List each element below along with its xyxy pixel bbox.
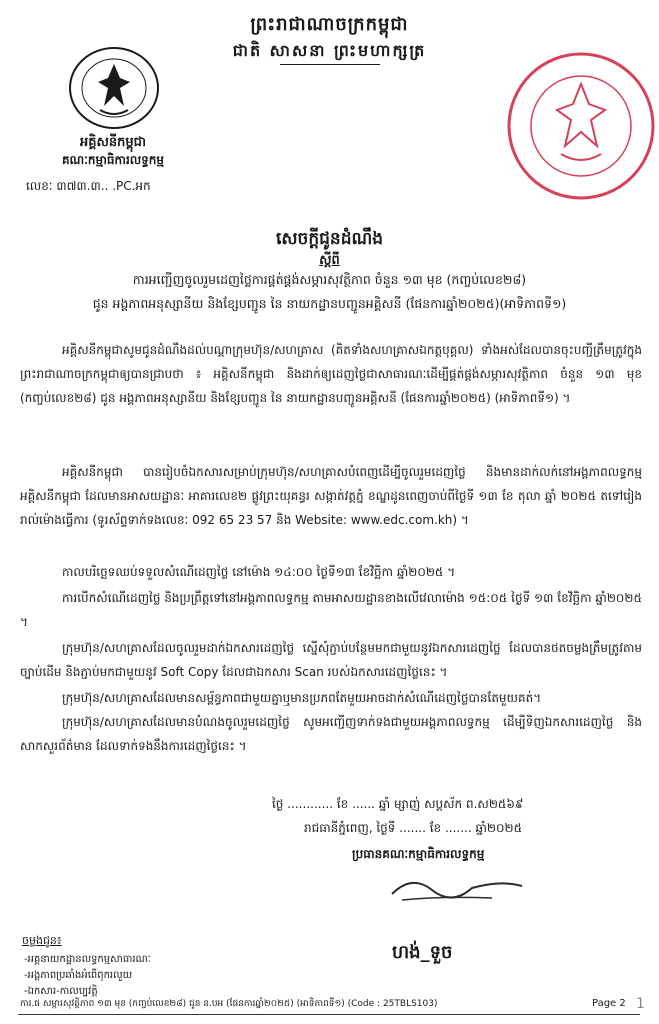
paragraph-contact: ក្រុមហ៊ុន/សហគ្រាសដែលមានបំណងចូលរួមដេញថ្លៃ សូមអញ្ជើញទាក់ទងជាមួយអង្គភាពលទ្ធកម្ម ដើម្បីទិញឯកសារដេញថ្លៃ និងសាកសួរព័ត៌មាន ដែលទាក់ទងនឹងការដេញថ្លៃនេះ ។	[20, 715, 642, 753]
committee-name: គណៈកម្មាធិការលទ្ធកម្ម	[61, 153, 165, 167]
paragraph-documents: អគ្គិសនីកម្ពុជា បានរៀបចំឯកសារសម្រាប់ក្រុមហ៊ុន/សហគ្រាសបំពេញដើម្បីចូលរួមដេញថ្លៃ និងមានដាក់លក់នៅអង្គភាពលទ្ធកម្មអគ្គិសនីកម្ពុជា ដែលមានអាសយដ្ឋានៈ អាគារលេខ២ ផ្លូវព្រះយុគន្ធរ សង្កាត់វត្តភ្នំ ខណ្ឌដូនពេញចាប់ពីថ្ងៃទី ១៣ ខែ តុលា ឆ្នាំ ២០២៥ តទៅរៀងរាល់ម៉ោងធ្វើការ (ទូរស័ព្ទទាក់ទងលេខៈ 092 65 23 57 និង Website: www.edc.com.kh) ។	[20, 465, 642, 527]
corner-marker: 1	[636, 996, 645, 1012]
place-date: រាជធានីភ្នំពេញ, ថ្ងៃទី ....... ខែ ....... ឆ្នាំ២០២៥	[304, 821, 523, 835]
subject-line-1: ការអញ្ជើញចូលរួមដេញថ្លៃការផ្គត់ផ្គង់សម្ភារសុវត្ថិភាព ចំនួន ១៣ មុខ (កញ្ចប់លេខ២៨)	[132, 272, 527, 287]
footer-code: ការ.ផ សម្ភារសុវត្ថិភាព ១៣ មុខ (កញ្ចប់លេខ២៨) ជូន ន.បអ (ផែនការឆ្នាំ២០២៥) (អាទិភាពទី១) (Code : 25TBLS103)	[20, 999, 438, 1009]
paragraph-opening: ការបើកសំណើដេញថ្លៃ និងប្រព្រឹត្តទៅនៅអង្គភាពលទ្ធកម្ម តាមអាសយដ្ឋានខាងលើវេលាម៉ោង ១៥:០៥ ថ្ងៃទី ១៣ ខែវិច្ឆិកា ឆ្នាំ២០២៥ ។	[20, 591, 642, 629]
header-divider	[280, 64, 380, 65]
lunar-date: ថ្ងៃ ............ ខែ ...... ឆ្នាំ ម្សាញ់ សប្តស័ក ព.ស២៥៦៩	[272, 797, 524, 811]
org-name: អគ្គិសនីកម្ពុជា	[79, 135, 146, 150]
footer-divider	[18, 1014, 640, 1015]
page-number: Page 2	[592, 998, 626, 1009]
cc-item: -អគ្គនាយកដ្ឋានលទ្ធកម្មសាធារណៈ	[24, 954, 151, 965]
paragraph-intro: អគ្គិសនីកម្ពុជាសូមជូនដំណឹងដល់បណ្តាក្រុមហ៊ុន/សហគ្រាស (គិតទាំងសហគ្រាសឯកត្តបុគ្គល) ទាំងអស់ដែលបានចុះបញ្ជីត្រឹមត្រូវក្នុងព្រះរាជាណាចក្រកម្ពុជាឲ្យបានជ្រាបថា ៖ អគ្គិសនីកម្ពុជា និងដាក់ឲ្យដេញថ្លៃជាសាធារណៈដើម្បីផ្គត់ផ្គង់សម្ភារសុវត្ថិភាព ចំនួន ១៣ មុខ (កញ្ចប់លេខ២៨) ជូន អង្គភាពអនុស្សានីយ និងខ្សែបញ្ជូន នៃ នាយកដ្ឋានបញ្ជូនអគ្គិសនី (ផែនការឆ្នាំ២០២៥) (អាទិភាពទី១) ។	[20, 343, 642, 405]
cc-item: -ឯកសារ-កាលប្បវត្តិ	[24, 986, 98, 997]
official-stamp	[505, 50, 657, 202]
notice-title: សេចក្តីជូនដំណឹង	[275, 229, 384, 249]
handwritten-signature	[372, 870, 532, 930]
kingdom-header: ព្រះរាជាណាចក្រកម្ពុជា	[250, 14, 409, 35]
signer-name: ហង់_ទួច	[392, 942, 453, 963]
signatory-position: ប្រធានគណៈកម្មាធិការលទ្ធកម្ម	[352, 847, 485, 861]
national-motto: ជាតិ សាសនា ព្រះមហាក្សត្រ	[232, 41, 427, 60]
subject-line-2: ជូន អង្គភាពអនុស្សានីយ និងខ្សែបញ្ជូន នៃ នាយកដ្ឋានបញ្ជូនអគ្គិសនី (ផែនការឆ្នាំ២០២៥)(អាទិភាពទី១)	[92, 296, 567, 311]
paragraph-single-bid: ក្រុមហ៊ុន/សហគ្រាសដែលមានសម្ព័ន្ធភាពជាមួយគ្នាឬមានប្រភពតែមួយអាចដាក់សំណើដេញថ្លៃបានតែមួយគត់។	[62, 691, 542, 705]
paragraph-deadline: កាលបរិច្ឆេទឈប់ទទួលសំណើដេញថ្លៃ នៅម៉ោង ១៤:០០ ថ្ងៃទី១៣ ខែវិច្ឆិកា ឆ្នាំ២០២៥ ។	[62, 565, 456, 579]
paragraph-copies: ក្រុមហ៊ុន/សហគ្រាសដែលចូលរួមដាក់ឯកសារដេញថ្លៃ ស្នើសុំភ្ជាប់បន្ថែមមកជាមួយនូវឯកសារដេញថ្លៃ ដែលបានថតចម្លងត្រឹមត្រូវតាមច្បាប់ដើម និងភ្ជាប់មកជាមួយនូវ Soft Copy ដែលជាឯកសារ Scan របស់ឯកសារដេញថ្លៃនេះ ។	[20, 641, 642, 679]
edc-logo	[60, 44, 168, 132]
cc-label: ចម្លងជូន៖	[22, 934, 62, 947]
reference-number: លេខៈ ៣៧៣.៣.. .PC.អក	[26, 179, 151, 193]
about-label: ស្តីពី	[319, 253, 340, 268]
cc-item: -អង្គភាពប្រឆាំងអំពើពុករលួយ	[24, 970, 133, 981]
